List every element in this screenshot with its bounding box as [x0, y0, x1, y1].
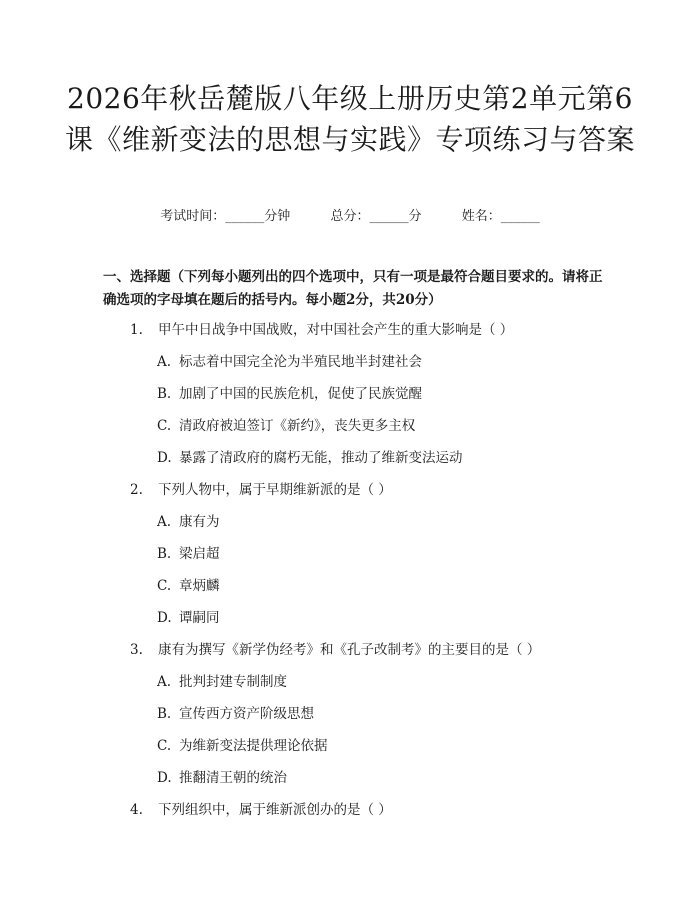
exam-time: 考试时间：______分钟	[160, 209, 291, 224]
question-1-option-c	[157, 414, 415, 434]
option-text: 加剧了中国的民族危机，促使了民族觉醒	[179, 386, 422, 402]
question-3-option-b	[157, 702, 314, 722]
question-text: 甲午中日战争中国战败，对中国社会产生的重大影响是（ ）	[158, 322, 514, 338]
option-text: 梁启超	[179, 546, 220, 562]
option-text: 康有为	[179, 514, 220, 530]
option-letter: A.	[157, 514, 172, 530]
option-letter: D.	[157, 770, 172, 786]
question-number: 2.	[130, 482, 143, 498]
section-heading: 一、选择题（下列每小题列出的四个选项中，只有一项是最符合题目要求的。请将正确选项的字母填在题后的括号内。每小题2分，共20分）	[103, 269, 603, 308]
option-letter: D.	[157, 450, 172, 466]
question-2	[130, 478, 392, 498]
document-title: 2026年秋岳麓版八年级上册历史第2单元第6课《维新变法的思想与实践》专项练习与答案	[64, 82, 635, 156]
question-3-option-d	[157, 766, 287, 786]
option-text: 为维新变法提供理论依据	[179, 738, 328, 754]
question-2-option-c	[157, 574, 220, 594]
question-3-option-a	[157, 670, 287, 690]
question-number: 4.	[130, 802, 143, 818]
option-text: 推翻清王朝的统治	[179, 770, 287, 786]
option-letter: C.	[157, 578, 172, 594]
question-number: 1.	[130, 322, 143, 338]
question-1-option-b	[157, 382, 422, 402]
option-text: 章炳麟	[179, 578, 220, 594]
question-number: 3.	[130, 642, 143, 658]
question-1	[130, 318, 513, 338]
option-letter: A.	[157, 354, 172, 370]
option-letter: B.	[157, 546, 172, 562]
question-2-option-d	[157, 606, 220, 626]
option-text: 批判封建专制制度	[179, 674, 287, 690]
exam-info	[0, 205, 700, 224]
question-2-option-a	[157, 510, 220, 530]
option-letter: B.	[157, 386, 172, 402]
question-4	[130, 798, 392, 818]
option-text: 标志着中国完全沦为半殖民地半封建社会	[179, 354, 422, 370]
option-text: 谭嗣同	[179, 610, 220, 626]
question-1-option-d	[157, 446, 463, 466]
option-text: 清政府被迫签订《新约》，丧失更多主权	[179, 418, 416, 434]
exam-name: 姓名：______	[461, 209, 540, 224]
option-text: 宣传西方资产阶级思想	[179, 706, 314, 722]
option-text: 暴露了清政府的腐朽无能，推动了维新变法运动	[179, 450, 463, 466]
question-1-option-a	[157, 350, 422, 370]
question-text: 下列组织中，属于维新派创办的是（ ）	[158, 802, 392, 818]
question-3-option-c	[157, 734, 328, 754]
question-text: 下列人物中，属于早期维新派的是（ ）	[158, 482, 392, 498]
question-text: 康有为撰写《新学伪经考》和《孔子改制考》的主要目的是（ ）	[158, 642, 541, 658]
option-letter: C.	[157, 738, 172, 754]
option-letter: C.	[157, 418, 172, 434]
option-letter: B.	[157, 706, 172, 722]
exam-score: 总分：______分	[330, 209, 422, 224]
option-letter: A.	[157, 674, 172, 690]
question-2-option-b	[157, 542, 220, 562]
option-letter: D.	[157, 610, 172, 626]
question-3	[130, 638, 540, 658]
